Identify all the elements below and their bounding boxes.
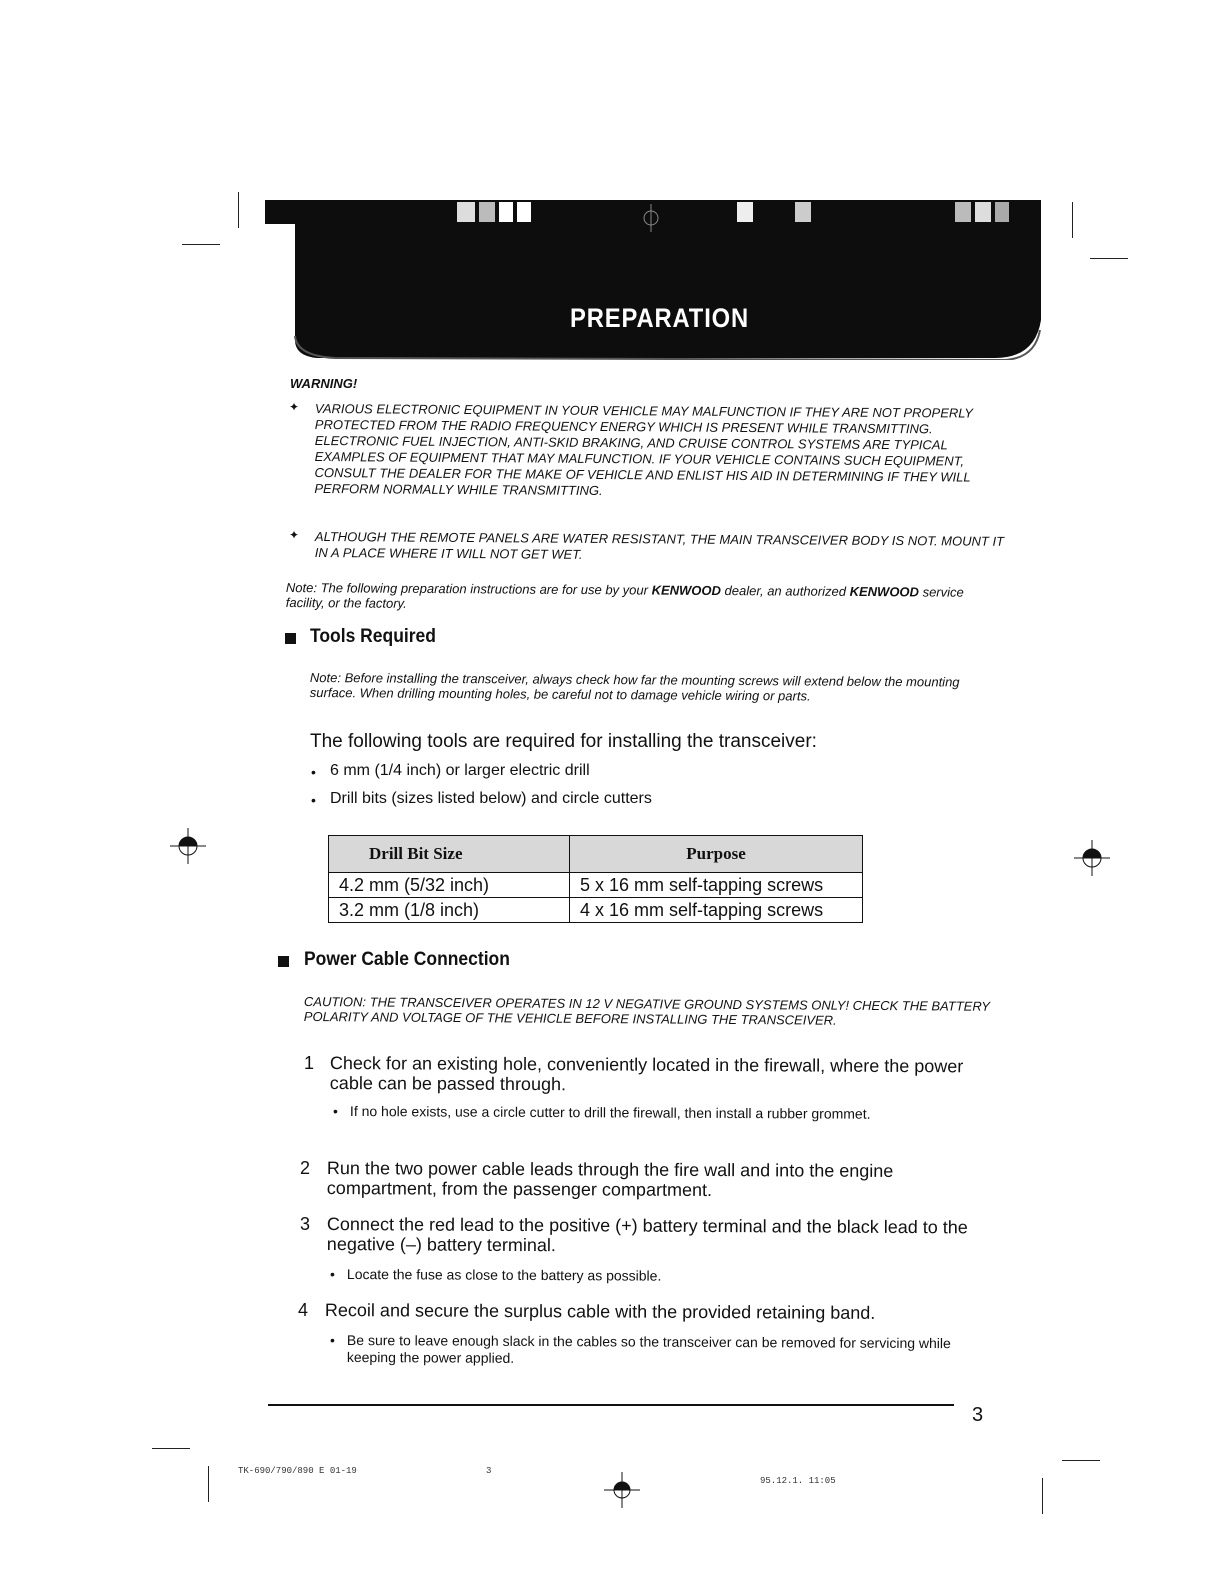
crop-mark <box>152 1448 190 1449</box>
table-header-row <box>329 836 863 873</box>
section-bullet-icon <box>278 956 289 967</box>
page-title: PREPARATION <box>570 303 750 333</box>
print-timestamp: 95.12.1. 11:05 <box>760 1476 836 1486</box>
step-number: 2 <box>300 1158 311 1178</box>
bullet-icon: • <box>330 1332 335 1348</box>
warning-heading: WARNING! <box>290 376 358 391</box>
step-text: Recoil and secure the surplus cable with the provided retaining band. <box>324 1300 876 1323</box>
crop-mark <box>238 192 239 228</box>
tools-intro: The following tools are required for installing the transceiver: <box>310 731 817 752</box>
column-header: Drill Bit Size <box>329 836 570 873</box>
list-item: Drill bits (sizes listed below) and circle cutters <box>330 790 652 807</box>
bullet-icon: • <box>311 792 316 808</box>
brand-name: KENWOOD <box>849 583 920 600</box>
note-text: dealer, an authorized <box>724 583 847 599</box>
crop-mark <box>208 1466 209 1502</box>
crop-mark <box>1072 202 1073 238</box>
step-subnote: Locate the fuse as close to the battery as possible. <box>346 1266 662 1284</box>
document-code: TK-690/790/890 E 01-19 <box>238 1466 357 1476</box>
bullet-icon: • <box>333 1103 338 1119</box>
section-heading-power: Power Cable Connection <box>304 949 510 970</box>
drill-bit-table <box>328 835 863 923</box>
column-header: Purpose <box>570 836 863 873</box>
section-heading-tools: Tools Required <box>310 626 436 647</box>
note-text: The following preparation instructions are for use by your <box>320 580 649 598</box>
diamond-bullet-icon: ✦ <box>289 528 300 542</box>
note-label: Note: <box>309 670 342 686</box>
table-cell: 4 x 16 mm self-tapping screws <box>570 898 863 923</box>
page-number: 3 <box>972 1404 984 1426</box>
step-number: 4 <box>298 1300 309 1320</box>
bullet-icon: • <box>311 764 316 780</box>
section-bullet-icon <box>285 633 296 644</box>
registration-mark-icon <box>168 826 208 866</box>
document-page: 3 <box>486 1466 492 1476</box>
bullet-icon: • <box>330 1266 335 1282</box>
table-cell: 4.2 mm (5/32 inch) <box>329 873 570 898</box>
warning-item: ALTHOUGH THE REMOTE PANELS ARE WATER RESISTANT, THE MAIN TRANSCEIVER BODY IS NOT. MOUNT IT IN A PLACE WHERE IT WILL NOT GET WET. <box>314 529 1005 562</box>
caution-note: CAUTION: THE TRANSCEIVER OPERATES IN 12 V NEGATIVE GROUND SYSTEMS ONLY! CHECK THE BATTERY POLARITY AND VOLTAGE OF THE VEHICLE BEFORE INSTALLING THE TRANSCEIVER. <box>303 994 990 1028</box>
table-cell: 5 x 16 mm self-tapping screws <box>570 873 863 898</box>
step-subnote: If no hole exists, use a circle cutter to drill the firewall, then install a rubber grommet. <box>349 1103 871 1122</box>
note-label: Note: <box>285 580 318 596</box>
registration-mark-icon <box>602 1470 642 1510</box>
note-text: service facility, or the factory. <box>285 584 964 611</box>
step-text: Check for an existing hole, conveniently located in the firewall, where the power cable can be passed through. <box>329 1053 964 1095</box>
crop-mark <box>182 244 220 245</box>
step-text: Run the two power cable leads through the fire wall and into the engine compartment, from the passenger compartment. <box>326 1158 894 1201</box>
brand-name: KENWOOD <box>651 582 722 599</box>
crop-mark <box>1042 1478 1043 1514</box>
registration-mark-icon <box>1072 838 1112 878</box>
step-text: Connect the red lead to the positive (+) battery terminal and the black lead to the negative (–) battery terminal. <box>326 1214 968 1256</box>
diamond-bullet-icon: ✦ <box>289 400 300 414</box>
tools-note <box>310 670 1000 705</box>
section-banner <box>265 200 1041 360</box>
warning-item: VARIOUS ELECTRONIC EQUIPMENT IN YOUR VEHICLE MAY MALFUNCTION IF THEY ARE NOT PROPERLY PROTECTED FROM THE RADIO FREQUENCY ENERGY WHICH IS PRESENT WHILE TRANSMITTING. ELECTRONIC FUEL INJECTION, ANTI-SKID BRAKING, AND CRUISE CONTROL SYSTEMS ARE TYPICAL EXAMPLES OF EQUIPMENT THAT MAY MALFUNCTION. IF YOUR VEHICLE CONTAINS SUCH EQUIPMENT, CONSULT THE DEALER FOR THE MAKE OF VEHICLE AND ENLIST HIS AID IN DETERMINING IF THEY WILL PERFORM NORMALLY WHILE TRANSMITTING. <box>314 401 973 499</box>
step-number: 3 <box>300 1214 311 1234</box>
crop-mark <box>1062 1460 1100 1461</box>
table-row <box>329 873 863 898</box>
crop-mark <box>1090 258 1128 259</box>
preparation-note <box>286 580 976 615</box>
table-cell: 3.2 mm (1/8 inch) <box>329 898 570 923</box>
step-number: 1 <box>304 1053 315 1073</box>
step-subnote: Be sure to leave enough slack in the cables so the transceiver can be removed for servicing while keeping the power applied. <box>346 1332 951 1366</box>
footer-rule <box>268 1404 954 1406</box>
table-row <box>329 898 863 923</box>
note-text: Before installing the transceiver, always check how far the mounting screws will extend below the mounting surface. When drilling mounting holes, be careful not to damage vehicle wiring or parts. <box>309 670 960 704</box>
list-item: 6 mm (1/4 inch) or larger electric drill <box>330 762 590 779</box>
